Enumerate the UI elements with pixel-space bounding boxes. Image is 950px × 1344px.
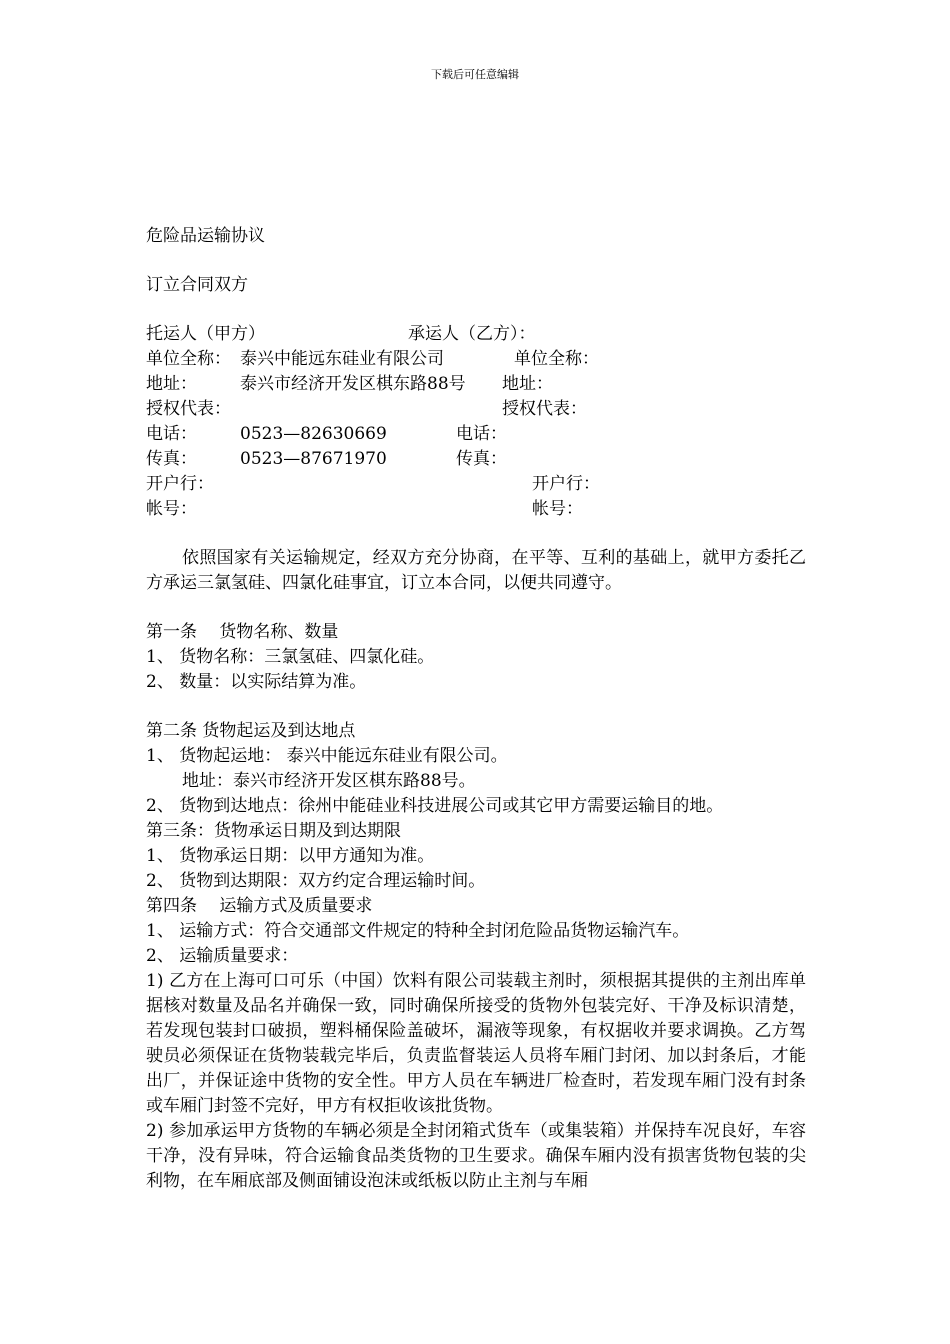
shipper-phone: 0523—82630669 bbox=[240, 424, 387, 444]
shipper-unit: 泰兴中能远东硅业有限公司 bbox=[240, 349, 444, 369]
article2-heading: 第二条 货物起运及到达地点 bbox=[146, 721, 356, 741]
header-note: 下载后可任意编辑 bbox=[431, 68, 519, 81]
fax-label: 传真： bbox=[146, 449, 197, 469]
fax-row bbox=[146, 447, 806, 472]
shipper-fax: 0523—87671970 bbox=[240, 449, 387, 469]
carrier-address-label: 地址： bbox=[502, 374, 553, 394]
rep-label: 授权代表： bbox=[146, 399, 231, 419]
carrier-rep-label: 授权代表： bbox=[502, 399, 587, 419]
unit-row bbox=[146, 347, 806, 372]
article2-address: 地址：泰兴市经济开发区棋东路88号。 bbox=[182, 771, 476, 791]
shipper-label: 托运人（甲方） bbox=[146, 324, 265, 344]
bank-row bbox=[146, 472, 806, 497]
account-row bbox=[146, 497, 806, 522]
address-label: 地址： bbox=[146, 374, 197, 394]
shipper-address: 泰兴市经济开发区棋东路88号 bbox=[240, 374, 466, 394]
article1-heading: 第一条 货物名称、数量 bbox=[146, 622, 339, 642]
phone-row bbox=[146, 422, 806, 447]
intro-paragraph: 依照国家有关运输规定，经双方充分协商，在平等、互利的基础上，就甲方委托乙方承运三氯氢硅、四氯化硅事宜，订立本合同，以便共同遵守。 bbox=[146, 548, 806, 593]
article4-item: 2、 运输质量要求： bbox=[146, 946, 299, 966]
article2-item: 2、 货物到达地点：徐州中能硅业科技进展公司或其它甲方需要运输目的地。 bbox=[146, 796, 724, 816]
article3-heading: 第三条：货物承运日期及到达期限 bbox=[146, 821, 401, 841]
document-body bbox=[146, 224, 806, 1194]
carrier-bank-label: 开户行： bbox=[532, 474, 600, 494]
rep-row bbox=[146, 397, 806, 422]
carrier-account-label: 帐号： bbox=[532, 499, 583, 519]
carrier-phone-label: 电话： bbox=[456, 424, 507, 444]
article4-heading: 第四条 运输方式及质量要求 bbox=[146, 896, 373, 916]
article1-item: 1、 货物名称：三氯氢硅、四氯化硅。 bbox=[146, 647, 435, 667]
address-row bbox=[146, 372, 806, 397]
carrier-unit-label: 单位全称： bbox=[514, 349, 599, 369]
parties-heading: 订立合同双方 bbox=[146, 275, 248, 295]
article4-paragraph-1: 1) 乙方在上海可口可乐（中国）饮料有限公司装载主剂时，须根据其提供的主剂出库单据核对数量及品名并确保一致，同时确保所接受的货物外包装完好、干净及标识清楚，若发现包装封口破损，塑料桶保险盖破坏，漏液等现象，有权据收并要求调换。乙方驾驶员必须保证在货物装载完毕后，负责监督装运人员将车厢门封闭、加以封条后，才能出厂，并保证途中货物的安全性。甲方人员在车辆进厂检查时，若发现车厢门没有封条或车厢门封签不完好，甲方有权拒收该批货物。 bbox=[146, 971, 806, 1116]
article2-item: 1、 货物起运地： 泰兴中能远东硅业有限公司。 bbox=[146, 746, 508, 766]
article4-item: 1、 运输方式：符合交通部文件规定的特种全封闭危险品货物运输汽车。 bbox=[146, 921, 690, 941]
bank-label: 开户行： bbox=[146, 474, 214, 494]
carrier-label: 承运人（乙方）： bbox=[408, 324, 536, 344]
account-label: 帐号： bbox=[146, 499, 197, 519]
document-title: 危险品运输协议 bbox=[146, 226, 265, 246]
party-header-row bbox=[146, 322, 806, 347]
article3-item: 1、 货物承运日期：以甲方通知为准。 bbox=[146, 846, 435, 866]
unit-label: 单位全称： bbox=[146, 349, 231, 369]
article1-item: 2、 数量：以实际结算为准。 bbox=[146, 672, 367, 692]
phone-label: 电话： bbox=[146, 424, 197, 444]
article3-item: 2、 货物到达期限：双方约定合理运输时间。 bbox=[146, 871, 486, 891]
article4-paragraph-2: 2) 参加承运甲方货物的车辆必须是全封闭箱式货车（或集装箱）并保持车况良好，车容干净，没有异味，符合运输食品类货物的卫生要求。确保车厢内没有损害货物包装的尖利物，在车厢底部及侧面铺设泡沫或纸板以防止主剂与车厢 bbox=[146, 1121, 806, 1191]
carrier-fax-label: 传真： bbox=[456, 449, 507, 469]
